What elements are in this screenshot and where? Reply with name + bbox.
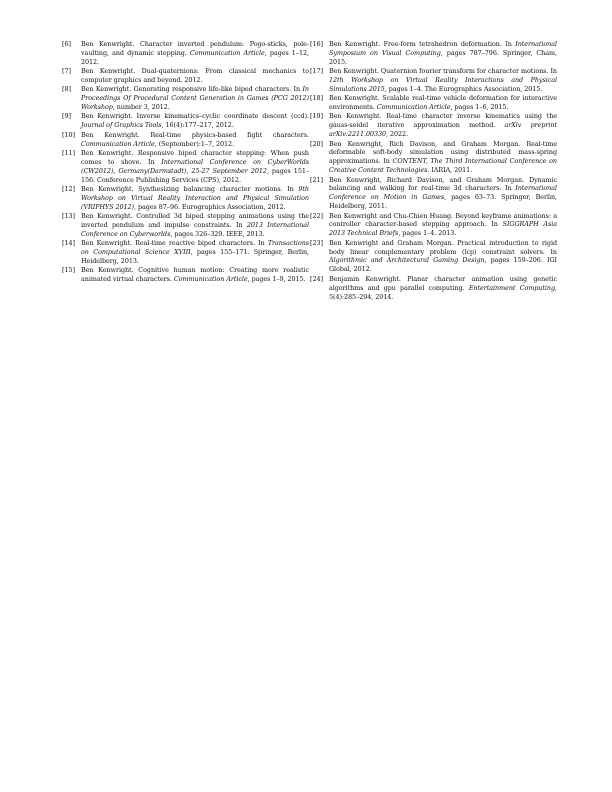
reference-text: Benjamin Kenwright. Planar character animation using genetic algorithms and gpu parallel computing. (329, 274, 557, 292)
reference-text: Ben Kenwright. Dual-quaternions: From classical mechanics to computer graphics and beyond. 2012. (81, 67, 309, 85)
reference-details: . IARIA, 2011. (427, 166, 473, 175)
reference-24 (310, 275, 557, 302)
reference-number: [7] (62, 67, 71, 76)
reference-text: Ben Kenwright, Richard Davison, and Graham Morgan. Dynamic balancing and walking for real-time 3d characters. In (329, 175, 557, 193)
reference-venue: Communication Article (189, 48, 265, 57)
reference-17 (310, 67, 557, 94)
reference-venue: CONTENT, The Third International Conference on Creative Content Technologies (329, 157, 557, 175)
reference-venue: Journal of Graphics Tools (81, 121, 162, 130)
reference-number: [15] (62, 266, 75, 275)
reference-text: Ben Kenwright. Quaternion fourier transform for character motions. In (329, 67, 557, 76)
reference-venue: In Proceedings Of Procedural Content Generation in Games (PCG 2012) Workshop (81, 85, 309, 112)
reference-details: , pages 155–171. Springer, Berlin, Heidelberg, 2013. (81, 247, 309, 265)
reference-number: [13] (62, 211, 75, 220)
reference-number: [17] (310, 67, 323, 76)
reference-text: Ben Kenwright and Chu-Chien Huang. Beyond keyframe animations: a controller character-based stepping approach. In (329, 211, 557, 229)
reference-text: Ben Kenwright. Real-time physics-based fight characters. (81, 130, 309, 139)
reference-number: [22] (310, 211, 323, 220)
reference-venue: International Conference on Motion in Games (329, 184, 557, 202)
reference-14 (62, 239, 309, 266)
reference-19 (310, 112, 557, 139)
reference-venue: Transactions on Computational Science XVIII (81, 239, 309, 256)
reference-21 (310, 176, 557, 212)
reference-9 (62, 112, 309, 130)
reference-6 (62, 40, 309, 67)
reference-details: , pages 1–6, 2015. (450, 103, 509, 112)
reference-23 (310, 239, 557, 275)
reference-number: [21] (310, 175, 323, 184)
reference-details: , pages 63–73. Springer, Berlin, Heidelberg, 2011. (329, 193, 557, 211)
reference-details: , pages 151–156. Conference Publishing Services (CPS), 2012. (81, 166, 309, 184)
reference-8 (62, 85, 309, 112)
reference-text: Ben Kenwright. Scalable real-time vehicle deformation for interactive environments. (329, 94, 557, 112)
reference-number: [14] (62, 239, 75, 248)
reference-text: Ben Kenwright and Graham Morgan. Practical introduction to rigid body linear complementary problem (lcp) constraint solvers. In (329, 238, 557, 256)
reference-text: Ben Kenwright. Free-form tetrahedron deformation. In (329, 40, 516, 48)
reference-text: Ben Kenwright. Cognitive human motion: Creating more realistic animated virtual characters. (81, 266, 309, 284)
reference-22 (310, 212, 557, 239)
reference-7 (62, 67, 309, 85)
reference-details: , (September):1–7, 2012. (154, 139, 235, 148)
reference-number: [12] (62, 184, 75, 193)
reference-20 (310, 140, 557, 176)
reference-number: [6] (62, 40, 71, 48)
reference-text: Ben Kenwright. Real-time character inverse kinematics using the gauss-seidel iterative approximation method. (329, 112, 557, 130)
references-column-right (310, 40, 557, 302)
references-column-left (62, 40, 309, 284)
reference-text: Ben Kenwright, Rich Davison, and Graham Morgan. Real-time deformable soft-body simulation using distributed mass-spring approximations. In (329, 139, 557, 166)
reference-details: , pages 1–9, 2015. (247, 275, 306, 284)
reference-18 (310, 94, 557, 112)
reference-details: , pages 1–12, 2012. (81, 48, 309, 66)
reference-venue: Entertainment Computing (468, 283, 555, 292)
reference-number: [24] (310, 274, 323, 283)
reference-number: [11] (62, 148, 75, 157)
reference-details: , pages 787–796. Springer, Cham, 2015. (329, 48, 557, 66)
reference-text: Ben Kenwright. Generating responsive life-like biped characters. In (81, 85, 303, 94)
reference-text: Ben Kenwright. Controlled 3d biped stepping animations using the inverted pendulum and impulse constraints. In (81, 211, 309, 229)
reference-venue: Communication Article (376, 103, 451, 112)
reference-number: [18] (310, 94, 323, 103)
reference-number: [16] (310, 40, 323, 48)
reference-details: , 16(4):177–217, 2012. (161, 121, 234, 130)
reference-venue: 9th Workshop on Virtual Reality Interaction and Physical Simulation (VRIPHYS 2012) (81, 184, 309, 211)
reference-number: [19] (310, 112, 323, 121)
reference-details: , number 3, 2012. (112, 103, 170, 112)
reference-11 (62, 149, 309, 185)
reference-details: , 5(4):285–294, 2014. (329, 283, 557, 301)
reference-10 (62, 131, 309, 149)
reference-venue: International Symposium on Visual Computing (329, 40, 557, 57)
reference-details: , pages 326–329. IEEE, 2013. (170, 229, 265, 238)
reference-number: [23] (310, 238, 323, 247)
reference-12 (62, 185, 309, 212)
reference-details: , pages 159–206. IGI Global, 2012. (329, 256, 557, 274)
reference-number: [8] (62, 85, 71, 94)
reference-text: Ben Kenwright. Character inverted pendulum: Pogo-sticks, pole-vaulting, and dynamic stepping. (81, 40, 309, 57)
reference-venue: Communication Article (173, 275, 248, 284)
reference-details: , 2022. (386, 130, 409, 139)
reference-16 (310, 40, 557, 67)
reference-details: , pages 87–96. Eurographics Association, 2012. (134, 202, 286, 211)
reference-details: , pages 1–4. 2013. (398, 229, 457, 238)
reference-venue: International Conference on CyberWorlds (CW2012), Germany(Darmstadt), 25-27 September 2012 (81, 157, 309, 175)
reference-details: , pages 1–4. The Eurographics Association, 2015. (384, 84, 543, 93)
reference-venue: SIGGRAPH Asia 2013 Technical Briefs (329, 220, 557, 238)
reference-number: [20] (310, 139, 323, 148)
reference-text: Ben Kenwright. Inverse kinematics–cyclic coordinate descent (ccd). (81, 112, 309, 121)
reference-venue: Algorithmic and Architectural Gaming Design (329, 256, 485, 265)
reference-text: Ben Kenwright. Synthesizing balancing character motions. In (81, 184, 299, 193)
reference-15 (62, 266, 309, 284)
reference-13 (62, 212, 309, 239)
reference-number: [10] (62, 130, 75, 139)
reference-text: Ben Kenwright. Responsive biped character stepping: When push comes to shove. In (81, 148, 309, 166)
reference-venue: Communication Article (81, 139, 155, 148)
reference-number: [9] (62, 112, 71, 121)
reference-venue: 2013 International Conference on Cyberworlds (81, 220, 310, 238)
reference-venue: 12th Workshop on Virtual Reality Interactions and Physical Simulations 2015 (329, 76, 557, 93)
reference-venue: arXiv preprint arXiv:2211.00330 (329, 121, 557, 139)
reference-text: Ben Kenwright. Real-time reactive biped characters. In (81, 239, 268, 248)
